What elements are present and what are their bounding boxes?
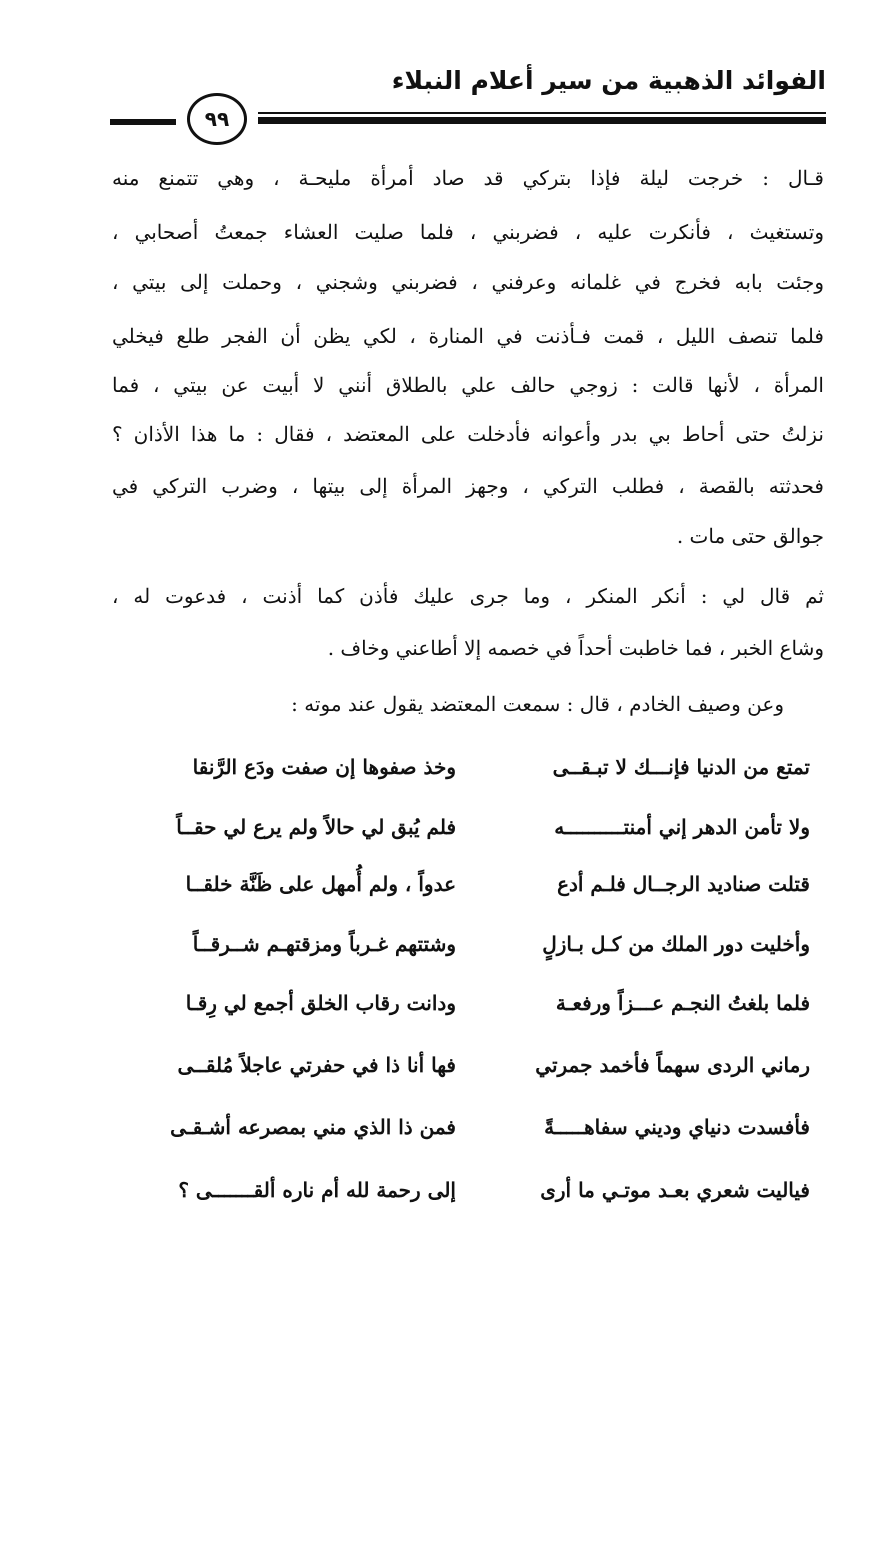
verse-second-hemistich: إلى رحمة لله أم ناره ألقـــــــى ؟ bbox=[178, 1178, 456, 1202]
verse-second-hemistich: ودانت رقاب الخلق أجمع لي رِقـا bbox=[185, 991, 456, 1015]
verse-second-hemistich: فها أنا ذا في حفرتي عاجلاً مُلقــى bbox=[177, 1053, 456, 1077]
header-rule-right bbox=[258, 117, 826, 124]
paragraph-1-line: قـال : خرجت ليلة فإذا بتركي قد صاد أمرأة مليحـة ، وهي تتمنع منه bbox=[112, 166, 824, 190]
verse-first-hemistich: تمتع من الدنيا فإنـــك لا تبـقــى bbox=[552, 755, 810, 779]
paragraph-2-line: وشاع الخبر ، فما خاطبت أحداً في خصمه إلا أطاعني وخاف . bbox=[327, 636, 824, 660]
verse-first-hemistich: وأخليت دور الملك من كـل بـازلٍ bbox=[542, 932, 810, 956]
paragraph-1-line: جوالق حتى مات . bbox=[676, 524, 824, 548]
paragraph-1-line: نزلتُ حتى أحاط بي بدر وأعوانه فأُدخلت على المعتضد ، فقال : ما هذا الأذان ؟ bbox=[112, 422, 824, 446]
verse-first-hemistich: ولا تأمن الدهر إني أمنتــــــــــه bbox=[554, 815, 810, 839]
verse-second-hemistich: وشتتهم غـرباً ومزقتهـم شــرقــاً bbox=[192, 932, 456, 956]
verse-first-hemistich: فأفسدت دنياي وديني سفاهـــــةً bbox=[544, 1115, 810, 1139]
verse-first-hemistich: رماني الردى سهماً فأخمد جمرتي bbox=[535, 1053, 810, 1077]
paragraph-1-line: وتستغيث ، فأنكرت عليه ، فضربني ، فلما صليت العشاء جمعتُ أصحابي ، bbox=[112, 220, 824, 244]
paragraph-2-line: ثم قال لي : أنكر المنكر ، وما جرى عليك فأذن كما أذنت ، فدعوت له ، bbox=[112, 584, 824, 608]
paragraph-1-line: وجئت بابه فخرج في غلمانه وعرفني ، فضربني وشجني ، وحملت إلى بيتي ، bbox=[112, 270, 824, 294]
verse-second-hemistich: فمن ذا الذي مني بمصرعه أشـقـى bbox=[170, 1115, 456, 1139]
paragraph-1-line: المرأة ، لأنها قالت : زوجي حالف علي بالطلاق أنني لا أبيت عن بيتي ، فما bbox=[112, 373, 824, 397]
paragraph-1-line: فلما تنصف الليل ، قمت فـأذنت في المنارة ، لكي يظن أن الفجر طلع فيخلي bbox=[112, 324, 824, 348]
verse-second-hemistich: فلم يُبق لي حالاً ولم يرع لي حقــاً bbox=[176, 815, 456, 839]
verse-first-hemistich: فياليت شعري بعـد موتـي ما أرى bbox=[540, 1178, 810, 1202]
verse-first-hemistich: قتلت صناديد الرجــال فلـم أدع bbox=[557, 872, 810, 896]
running-header-title: الفوائد الذهبية من سير أعلام النبلاء bbox=[391, 66, 826, 95]
verse-first-hemistich: فلما بلغتُ النجـم عـــزاً ورفعـة bbox=[555, 991, 810, 1015]
page-number: ٩٩ bbox=[187, 93, 247, 145]
header-rule-thin bbox=[258, 112, 826, 114]
paragraph-1-line: فحدثته بالقصة ، فطلب التركي ، وجهز المرأة إلى بيتها ، وضرب التركي في bbox=[112, 474, 824, 498]
poem-intro-line: وعن وصيف الخادم ، قال : سمعت المعتضد يقول عند موته : bbox=[291, 692, 784, 716]
verse-second-hemistich: وخذ صفوها إن صفت ودَع الرَّنقا bbox=[192, 755, 456, 779]
verse-second-hemistich: عدواً ، ولم أُمهل على ظَنَّة خلقــا bbox=[185, 872, 456, 896]
header-rule-left bbox=[110, 119, 176, 125]
